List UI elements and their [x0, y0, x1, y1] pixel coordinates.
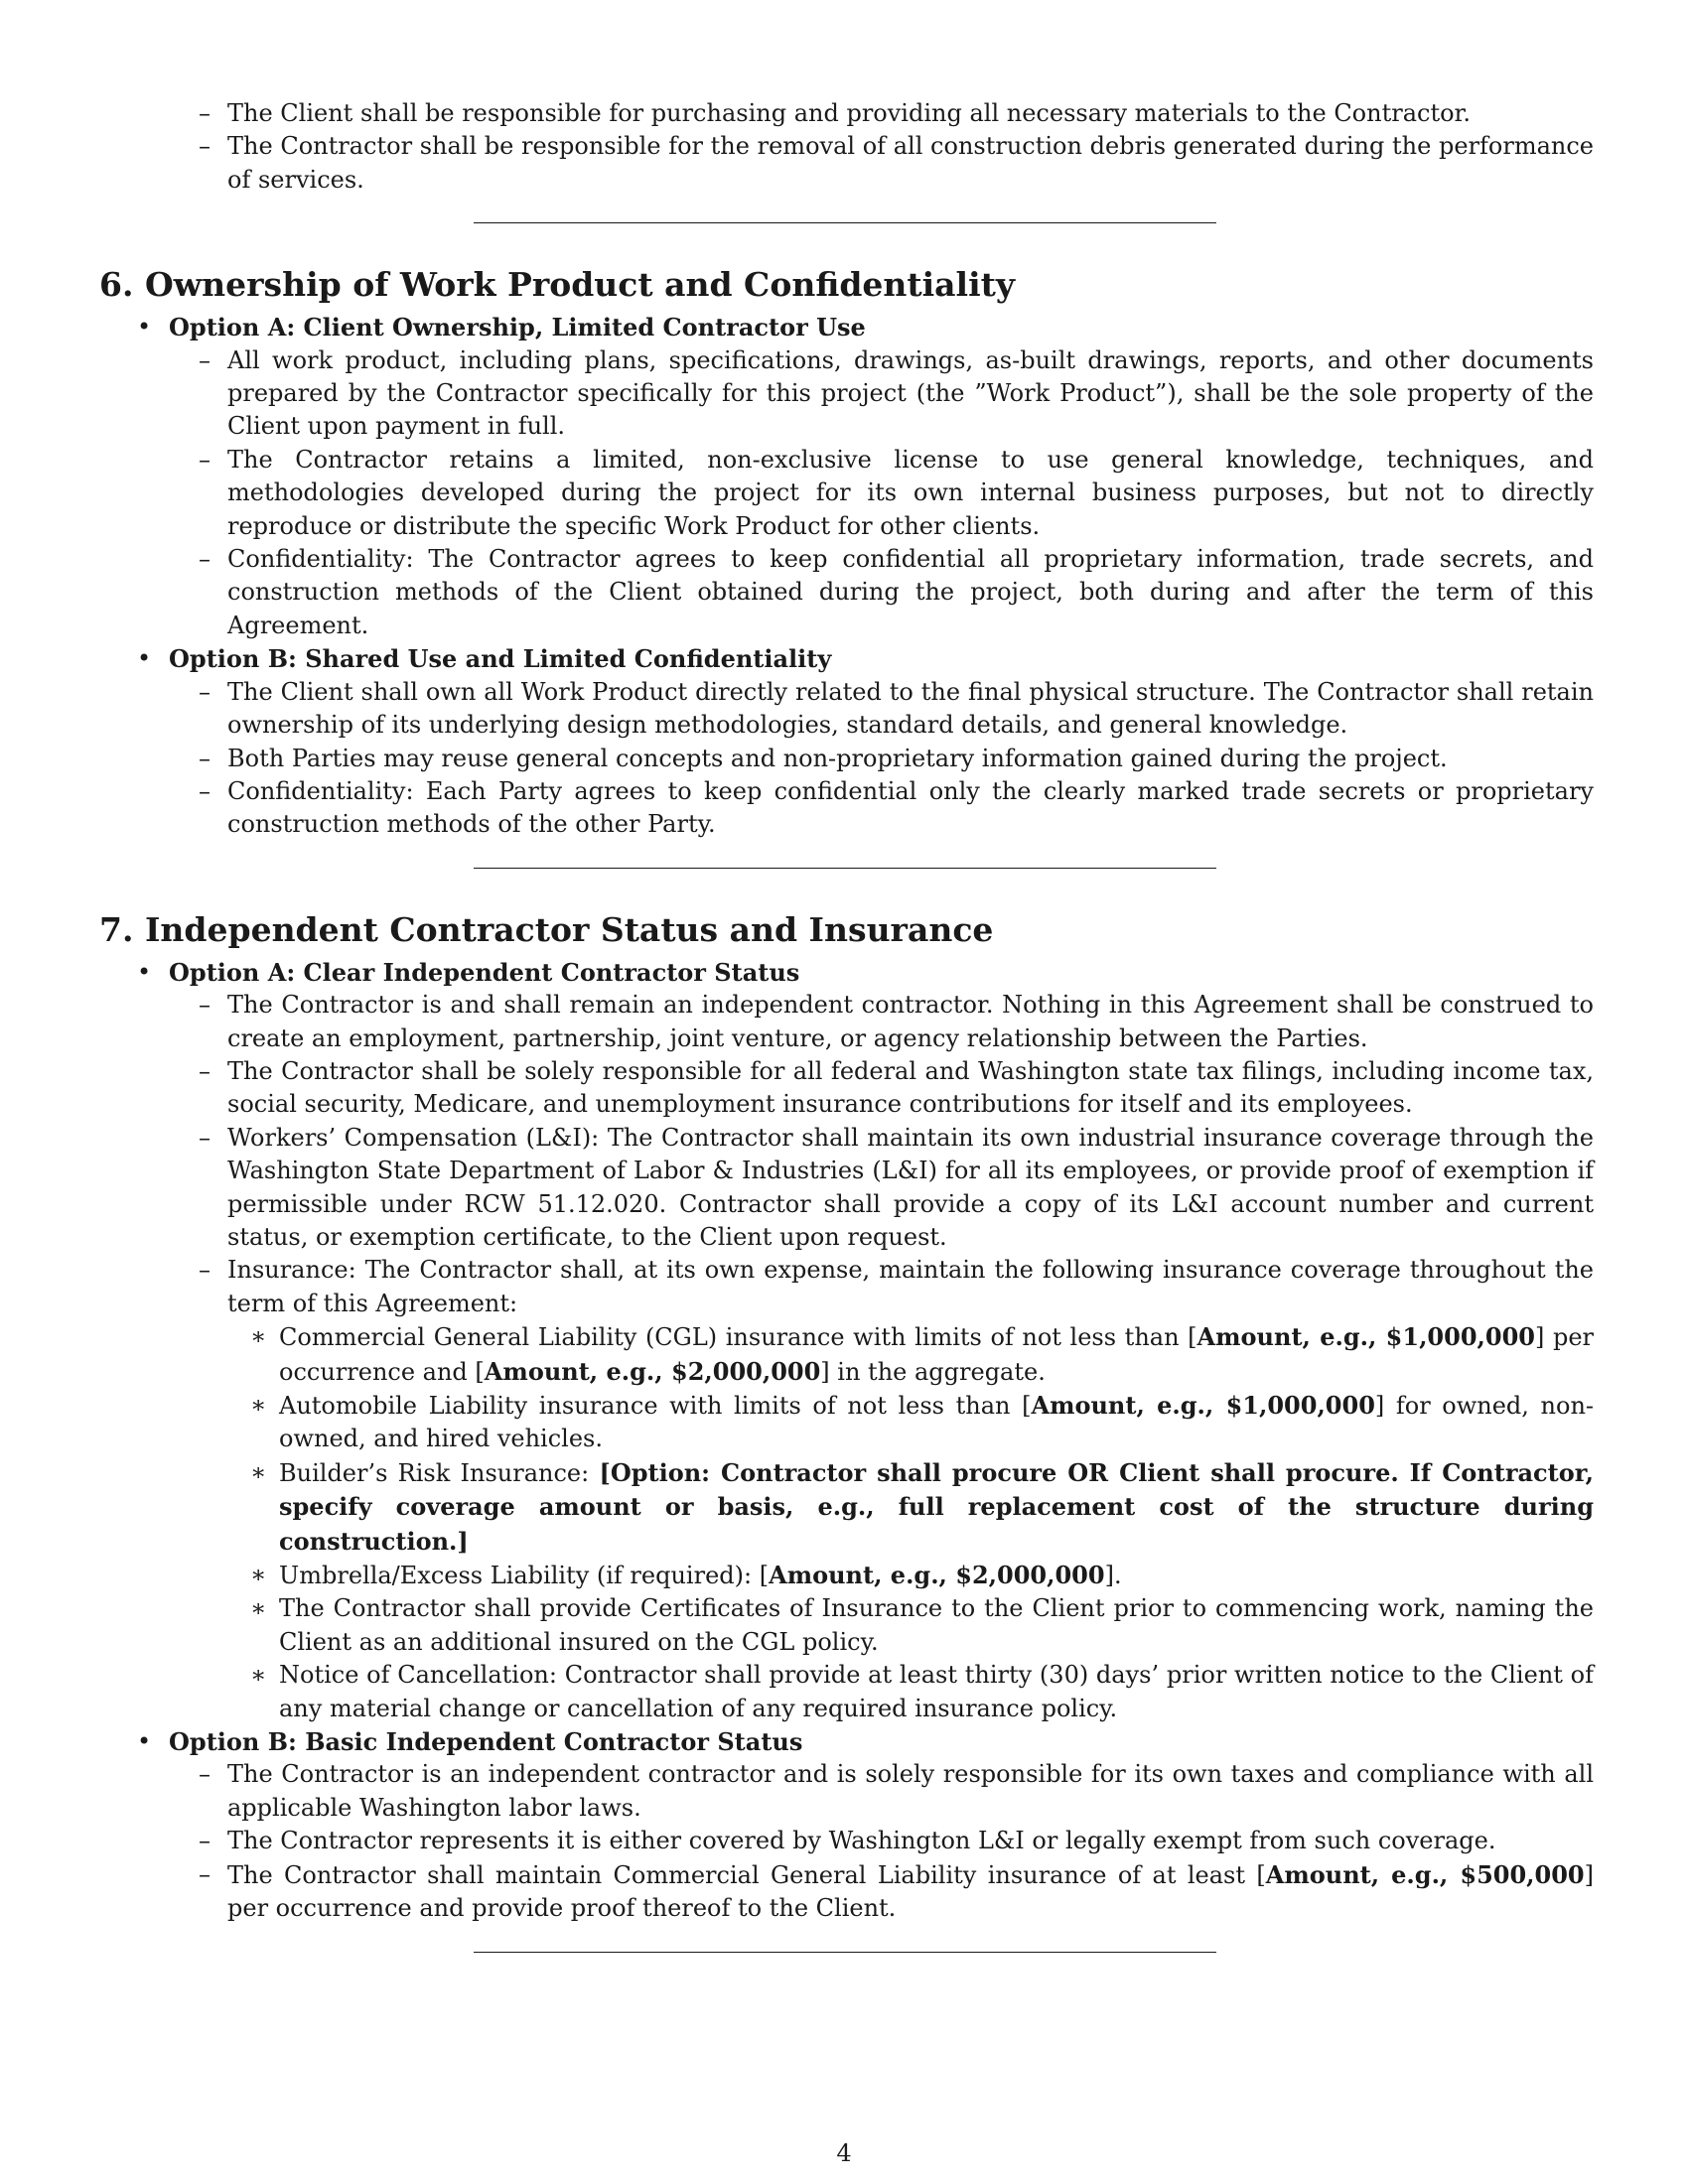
section-6-heading: 6. Ownership of Work Product and Confidentiality: [99, 265, 1016, 305]
sub-list-item-cgl: ∗ Commercial General Liability (CGL) insurance with limits of not less than [Amount, e.g., $1,000,000] per occurrence and [Amount, e.g., $2,000,000] in the aggregate.: [99, 1320, 1594, 1389]
list-item: – The Contractor retains a limited, non-exclusive license to use general knowledge, techniques, and methodologies developed during the project for its own internal business purposes, but not to directly reproduce or distribute the specific Work Product for other clients.: [99, 444, 1594, 543]
sub-list-item-cancellation: ∗ Notice of Cancellation: Contractor shall provide at least thirty (30) days’ prior written notice to the Client of any material change or cancellation of any required insurance policy.: [99, 1659, 1594, 1725]
section-divider: [474, 1952, 1216, 1953]
list-item: – The Contractor shall be responsible for the removal of all construction debris generated during the performance of services.: [99, 130, 1594, 197]
option-b-heading: • Option B: Basic Independent Contractor Status: [99, 1725, 1594, 1758]
list-item: – Insurance: The Contractor shall, at its own expense, maintain the following insurance coverage throughout the term of this Agreement:: [99, 1254, 1594, 1320]
section-7-heading: 7. Independent Contractor Status and Insurance: [99, 909, 994, 949]
section-divider: [474, 222, 1216, 223]
list-item: – Workers’ Compensation (L&I): The Contractor shall maintain its own industrial insurance coverage through the Washington State Department of Labor & Industries (L&I) for all its employees, or provide proof of exemption if permissible under RCW 51.12.020. Contractor shall provide a copy of its L&I account number and current status, or exemption certificate, to the Client upon request.: [99, 1122, 1594, 1255]
list-item: – The Client shall own all Work Product directly related to the final physical structure. The Contractor shall retain ownership of its underlying design methodologies, standard details, and general knowledge.: [99, 676, 1594, 743]
sub-list-item-builders-risk: ∗ Builder’s Risk Insurance: [Option: Contractor shall procure OR Client shall procure. If Contractor, specify coverage amount or basis, e.g., full replacement cost of the structure during construction.]: [99, 1456, 1594, 1559]
option-a-heading: • Option A: Clear Independent Contractor Status: [99, 956, 1594, 989]
list-item: – Both Parties may reuse general concepts and non-proprietary information gained during the project.: [99, 743, 1594, 775]
sub-list-item-certificates: ∗ The Contractor shall provide Certificates of Insurance to the Client prior to commencing work, naming the Client as an additional insured on the CGL policy.: [99, 1592, 1594, 1659]
list-item: – The Contractor shall be solely responsible for all federal and Washington state tax filings, including income tax, social security, Medicare, and unemployment insurance contributions for itself and its employees.: [99, 1055, 1594, 1122]
option-a-heading: • Option A: Client Ownership, Limited Contractor Use: [99, 311, 1594, 343]
page-number: 4: [836, 2139, 852, 2167]
list-item: – The Client shall be responsible for purchasing and providing all necessary materials to the Contractor.: [99, 97, 1594, 130]
list-item: – The Contractor is an independent contractor and is solely responsible for its own taxes and compliance with all applicable Washington labor laws.: [99, 1758, 1594, 1825]
list-item: – The Contractor is and shall remain an independent contractor. Nothing in this Agreement shall be construed to create an employment, partnership, joint venture, or agency relationship between the Parties.: [99, 989, 1594, 1055]
list-item: – The Contractor shall maintain Commercial General Liability insurance of at least [Amount, e.g., $500,000] per occurrence and provide proof thereof to the Client.: [99, 1858, 1594, 1926]
sub-list-item-umbrella: ∗ Umbrella/Excess Liability (if required): [Amount, e.g., $2,000,000].: [99, 1559, 1594, 1592]
page-content: [99, 97, 1594, 1953]
list-item: – All work product, including plans, specifications, drawings, as-built drawings, reports, and other documents prepared by the Contractor specifically for this project (the ”Work Product”), shall be the sole property of the Client upon payment in full.: [99, 344, 1594, 444]
option-b-heading: • Option B: Shared Use and Limited Confidentiality: [99, 642, 1594, 675]
section-divider: [474, 868, 1216, 869]
list-item: – The Contractor represents it is either covered by Washington L&I or legally exempt from such coverage.: [99, 1825, 1594, 1857]
sub-list-item-auto: ∗ Automobile Liability insurance with limits of not less than [Amount, e.g., $1,000,000] for owned, non-owned, and hired vehicles.: [99, 1389, 1594, 1456]
list-item: – Confidentiality: Each Party agrees to keep confidential only the clearly marked trade secrets or proprietary construction methods of the other Party.: [99, 775, 1594, 842]
list-item: – Confidentiality: The Contractor agrees to keep confidential all proprietary information, trade secrets, and construction methods of the Client obtained during the project, both during and after the term of this Agreement.: [99, 543, 1594, 642]
